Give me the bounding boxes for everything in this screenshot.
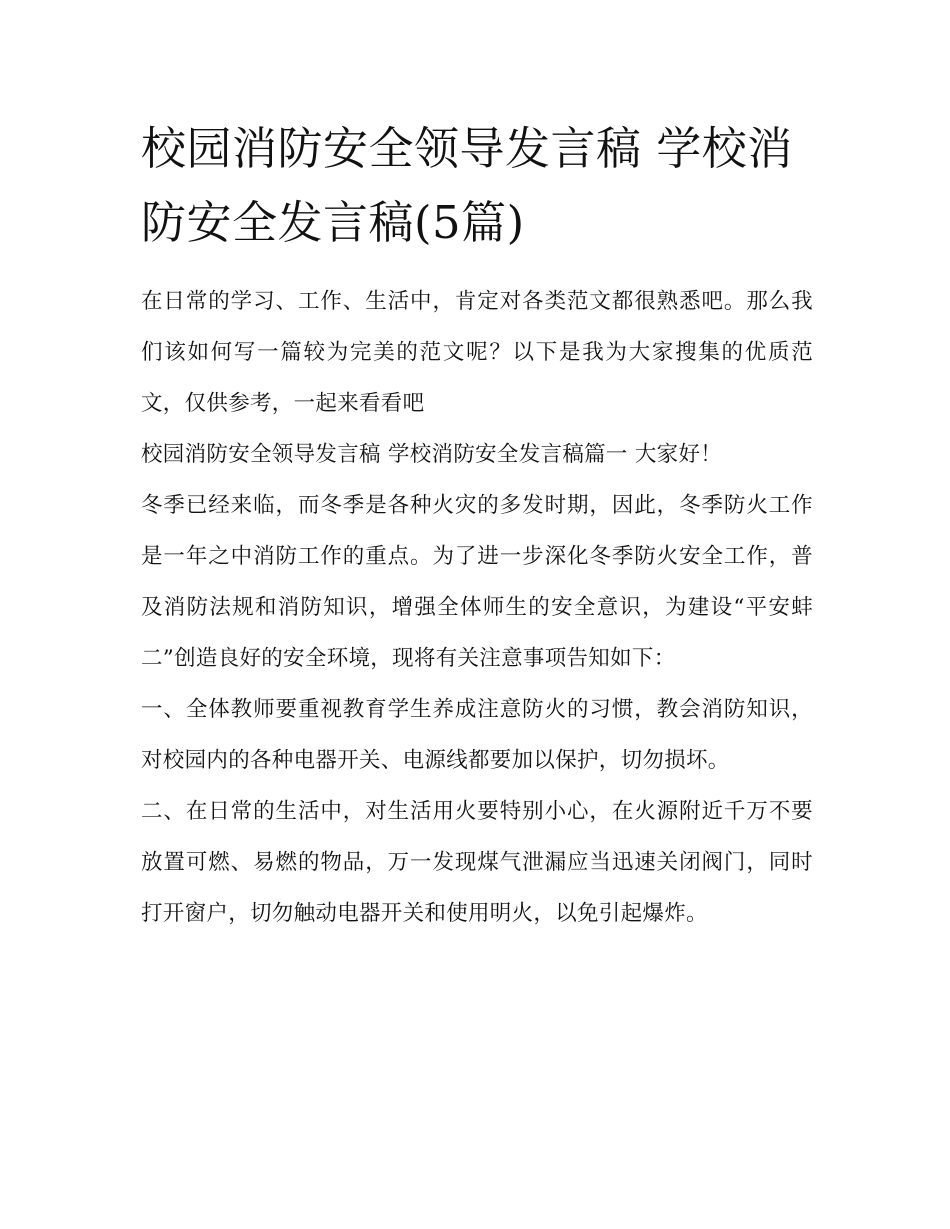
paragraph-winter-fire-notice: 冬季已经来临，而冬季是各种火灾的多发时期，因此，冬季防火工作是一年之中消防工作的重点。为了进一步深化冬季防火安全工作，普及消防法规和消防知识，增强全体师生的安全意识，为建设“平安蚌二”创造良好的安全环境，现将有关注意事项告知如下： (141, 493, 813, 671)
paragraph-intro: 在日常的学习、工作、生活中，肯定对各类范文都很熟悉吧。那么我们该如何写一篇较为完美的范文呢？以下是我为大家搜集的优质范文，仅供参考，一起来看看吧 (141, 289, 813, 416)
paragraph-item-one: 一、全体教师要重视教育学生养成注意防火的习惯，教会消防知识，对校园内的各种电器开关、电源线都要加以保护，切勿损坏。 (141, 697, 813, 773)
paragraph-item-two: 二、在日常的生活中，对生活用火要特别小心，在火源附近千万不要放置可燃、易燃的物品，万一发现煤气泄漏应当迅速关闭阀门，同时打开窗户，切勿触动电器开关和使用明火，以免引起爆炸。 (141, 799, 813, 926)
document-title: 校园消防安全领导发言稿 学校消防安全发言稿(5篇) (141, 122, 793, 249)
document-body (141, 112, 813, 939)
paragraph-speech-heading: 校园消防安全领导发言稿 学校消防安全发言稿篇一 大家好！ (141, 442, 723, 467)
